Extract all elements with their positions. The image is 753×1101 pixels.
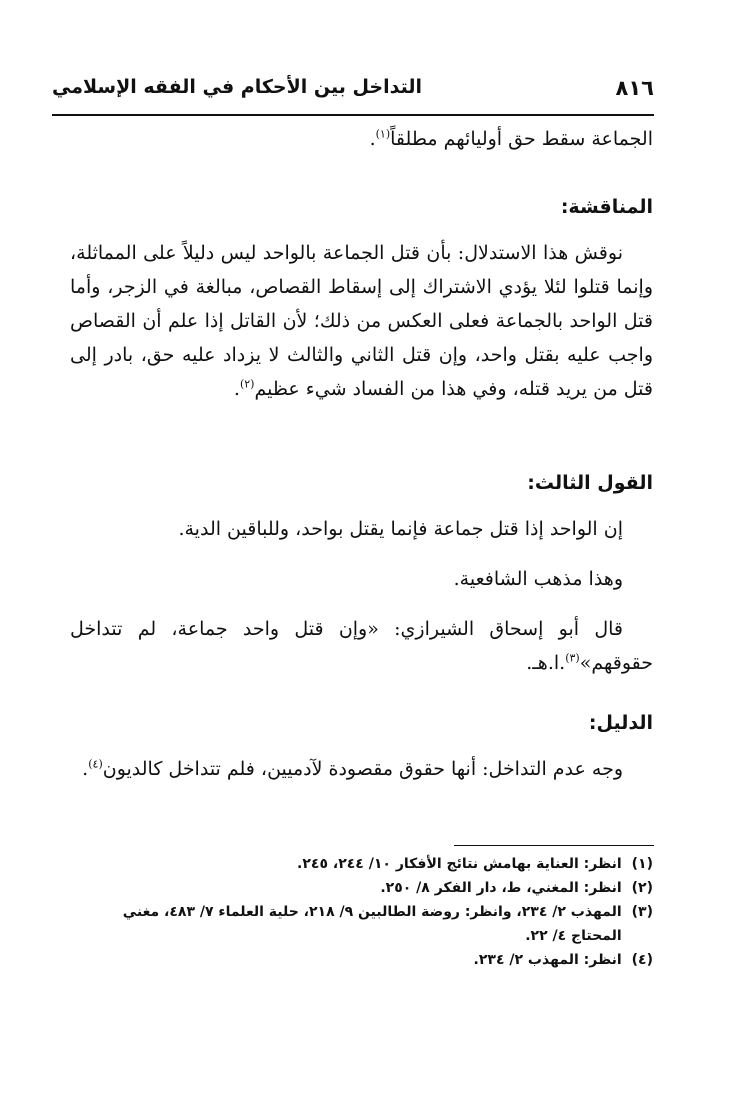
paragraph-opinion: إن الواحد إذا قتل جماعة فإنما يقتل بواحد، وللباقين الدية. bbox=[178, 518, 623, 540]
paragraph-madhhab: وهذا مذهب الشافعية. bbox=[453, 568, 623, 590]
paragraph-continuation bbox=[70, 122, 653, 156]
footnote-ref: (١) bbox=[375, 127, 391, 141]
footnote-text: انظر: العناية بهامش نتائج الأفكار ١٠/ ٢٤٤، ٢٤٥. bbox=[297, 856, 622, 872]
paragraph-end: . bbox=[233, 378, 240, 400]
paragraph-end: .ا.هـ. bbox=[526, 652, 566, 674]
header-rule bbox=[52, 114, 654, 116]
footnote-ref: (٢) bbox=[239, 377, 255, 391]
footnote-item bbox=[82, 900, 653, 948]
footnote-item bbox=[82, 852, 653, 876]
footnote-rule bbox=[454, 845, 654, 846]
paragraph-quote bbox=[70, 612, 653, 680]
footnote-text: المهذب ٢/ ٢٣٤، وانظر: روضة الطالبين ٩/ ٢١٨، حلية العلماء ٧/ ٤٨٣، مغني المحتاج ٤/ ٢٢. bbox=[122, 904, 622, 944]
footnote-ref: (٤) bbox=[88, 757, 103, 771]
paragraph-end: . bbox=[82, 758, 89, 780]
footnote-number: (٢) bbox=[631, 880, 653, 896]
footnote-item bbox=[82, 948, 653, 972]
section-heading-third-opinion: القول الثالث: bbox=[527, 472, 653, 494]
section-heading-discussion: المناقشة: bbox=[560, 196, 653, 218]
footnote-text: انظر: المغني، ط، دار الفكر ٨/ ٢٥٠. bbox=[380, 880, 622, 896]
paragraph-text: وجه عدم التداخل: أنها حقوق مقصودة لآدميين، فلم تتداخل كالديون bbox=[102, 758, 623, 780]
footnote-number: (١) bbox=[631, 856, 653, 872]
paragraph-evidence bbox=[70, 752, 653, 786]
footnote-number: (٣) bbox=[631, 904, 653, 920]
footnote-number: (٤) bbox=[631, 952, 653, 968]
page-header bbox=[52, 76, 654, 110]
footnote-ref: (٣) bbox=[565, 651, 580, 665]
footnote-text: انظر: المهذب ٢/ ٢٣٤. bbox=[473, 952, 622, 968]
footnote-item bbox=[82, 876, 653, 900]
paragraph-text: نوقش هذا الاستدلال: بأن قتل الجماعة بالواحد ليس دليلاً على المماثلة، وإنما قتلوا لئلا يؤدي الاشتراك إلى إسقاط القصاص، مبالغة في الزجر، وأما قتل الواحد بالجماعة فعلى العكس من ذلك؛ لأن القاتل إذا علم أن القصاص واجب عليه بقتل واحد، وإن قتل الثاني والثالث لا يزداد عليه حق، بادر إلى قتل من يريد قتله، وفي هذا من الفساد شيء عظيم bbox=[70, 242, 653, 400]
paragraph-end: . bbox=[369, 128, 376, 150]
section-heading-evidence: الدليل: bbox=[588, 712, 653, 734]
paragraph-text: الجماعة سقط حق أوليائهم مطلقاً bbox=[390, 128, 653, 150]
paragraph-discussion bbox=[70, 236, 653, 406]
running-title: التداخل بين الأحكام في الفقه الإسلامي bbox=[52, 76, 423, 98]
paragraph-text: قال أبو إسحاق الشيرازي: «وإن قتل واحد جماعة، لم تتداخل حقوقهم» bbox=[70, 618, 653, 674]
footnotes bbox=[82, 852, 653, 972]
page-number: ٨١٦ bbox=[615, 76, 654, 100]
